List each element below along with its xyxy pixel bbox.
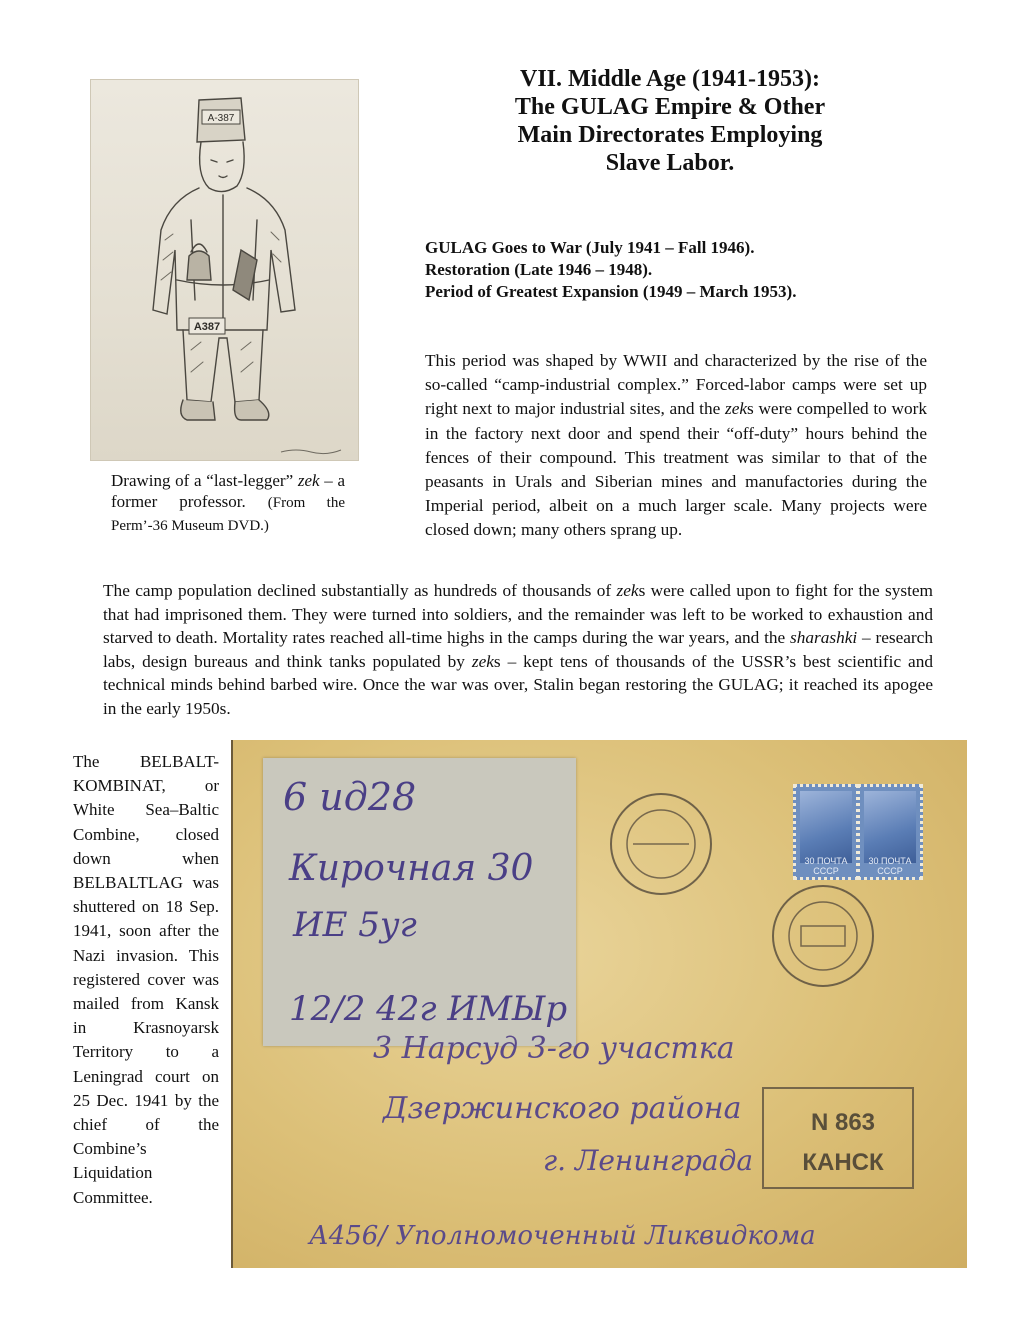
period-heading: GULAG Goes to War (July 1941 – Fall 1946).: [425, 238, 755, 257]
artist-signature: [281, 450, 341, 454]
intro-paragraph: [425, 349, 927, 543]
label-line: Кирочная 30: [289, 848, 534, 889]
period-headings: [425, 237, 945, 303]
body-text: s – kept tens of thousands of the USSR’s best scientific and technical minds behind barbed wire. Once the war was over, Stalin began restoring the GULAG; it reached its apogee in the early 1950s.: [103, 651, 934, 718]
body-text: s were called upon to fight for the system that had imprisoned them. They were turned into soldiers, and the remainder was left to be worked to exhaustion and starved to death. Mortality rates reached all-time highs in the camps during the war years, and the: [103, 581, 933, 648]
page-title: [430, 65, 910, 177]
period-heading: Period of Greatest Expansion (1949 – March 1953).: [425, 282, 797, 301]
caption-text: Drawing of a “last-legger”: [111, 471, 298, 490]
title-line: Slave Labor.: [605, 150, 735, 176]
label-line: 12/2 42г ИМЫр: [289, 989, 568, 1029]
registration-city: КАНСК: [802, 1149, 884, 1176]
body-text: – research labs, design bureaus and think tanks populated by: [103, 628, 933, 671]
body-text: The camp population declined substantially as hundreds of thousands of: [103, 581, 617, 600]
cover-description: The BELBALT-KOMBINAT, or White Sea–Baltic Combine, closed down when BELBALTLAG was shuttered on 18 Sep. 1941, soon after the Nazi invasion. This registered cover was mailed from Kansk in Krasnoyarsk Territory to a Leningrad court on 25 Dec. 1941 by the chief of the Combine’s Liquidation Committee.: [73, 752, 219, 1207]
caption-text: – a former professor.: [111, 471, 345, 511]
cover-handwriting: [233, 740, 967, 1268]
caption-source: (From the Perm’-36 Museum DVD.): [111, 495, 346, 534]
stamp-value: 30 ПОЧТА СССР: [804, 856, 848, 876]
registered-cover-image: [231, 740, 967, 1268]
intro-text: This period was shaped by WWII and characterized by the rise of the so-called “camp-industrial complex.” Forced-labor camps were set up right next to major industrial sites, and the: [425, 351, 927, 419]
period-heading: Restoration (Late 1946 – 1948).: [425, 260, 653, 279]
intro-term: zek: [724, 399, 748, 419]
prisoner-sketch-image: [91, 80, 358, 460]
stamp-value: 30 ПОЧТА СССР: [868, 856, 912, 876]
body-term: zek: [471, 651, 494, 671]
title-line: Main Directorates Employing: [517, 122, 823, 148]
address-line: г. Ленинграда: [543, 1144, 754, 1177]
body-paragraph: [103, 579, 933, 721]
body-term: sharashki: [790, 628, 858, 648]
body-term: zek: [616, 581, 639, 600]
leg-badge: A387: [193, 321, 221, 333]
title-line: The GULAG Empire & Other: [514, 94, 826, 120]
sender-line: А456/ Уполномоченный Ликвидкома: [309, 1221, 816, 1251]
drawing-caption: [111, 470, 345, 537]
caption-term: zek: [297, 471, 320, 490]
registration-number: N 863: [810, 1109, 876, 1136]
address-line: 3 Нарсуд 3-го участка: [373, 1031, 735, 1066]
title-line: VII. Middle Age (1941-1953):: [520, 66, 820, 92]
hat-badge: A-387: [207, 113, 235, 124]
intro-text: s were compelled to work in the factory next door and spend their “off-duty” hours behind the fences of their compound. This treatment was similar to that of the peasants in Urals and Siberian mines and manufactories during the Imperial period, albeit on a much larger scale. Many projects were closed down; many others sprang up.: [425, 399, 927, 540]
label-line: 6 ид28: [283, 775, 417, 819]
address-line: Дзержинского района: [383, 1091, 742, 1126]
prisoner-drawing: [90, 79, 359, 461]
label-line: ИЕ 5уг: [293, 905, 417, 945]
